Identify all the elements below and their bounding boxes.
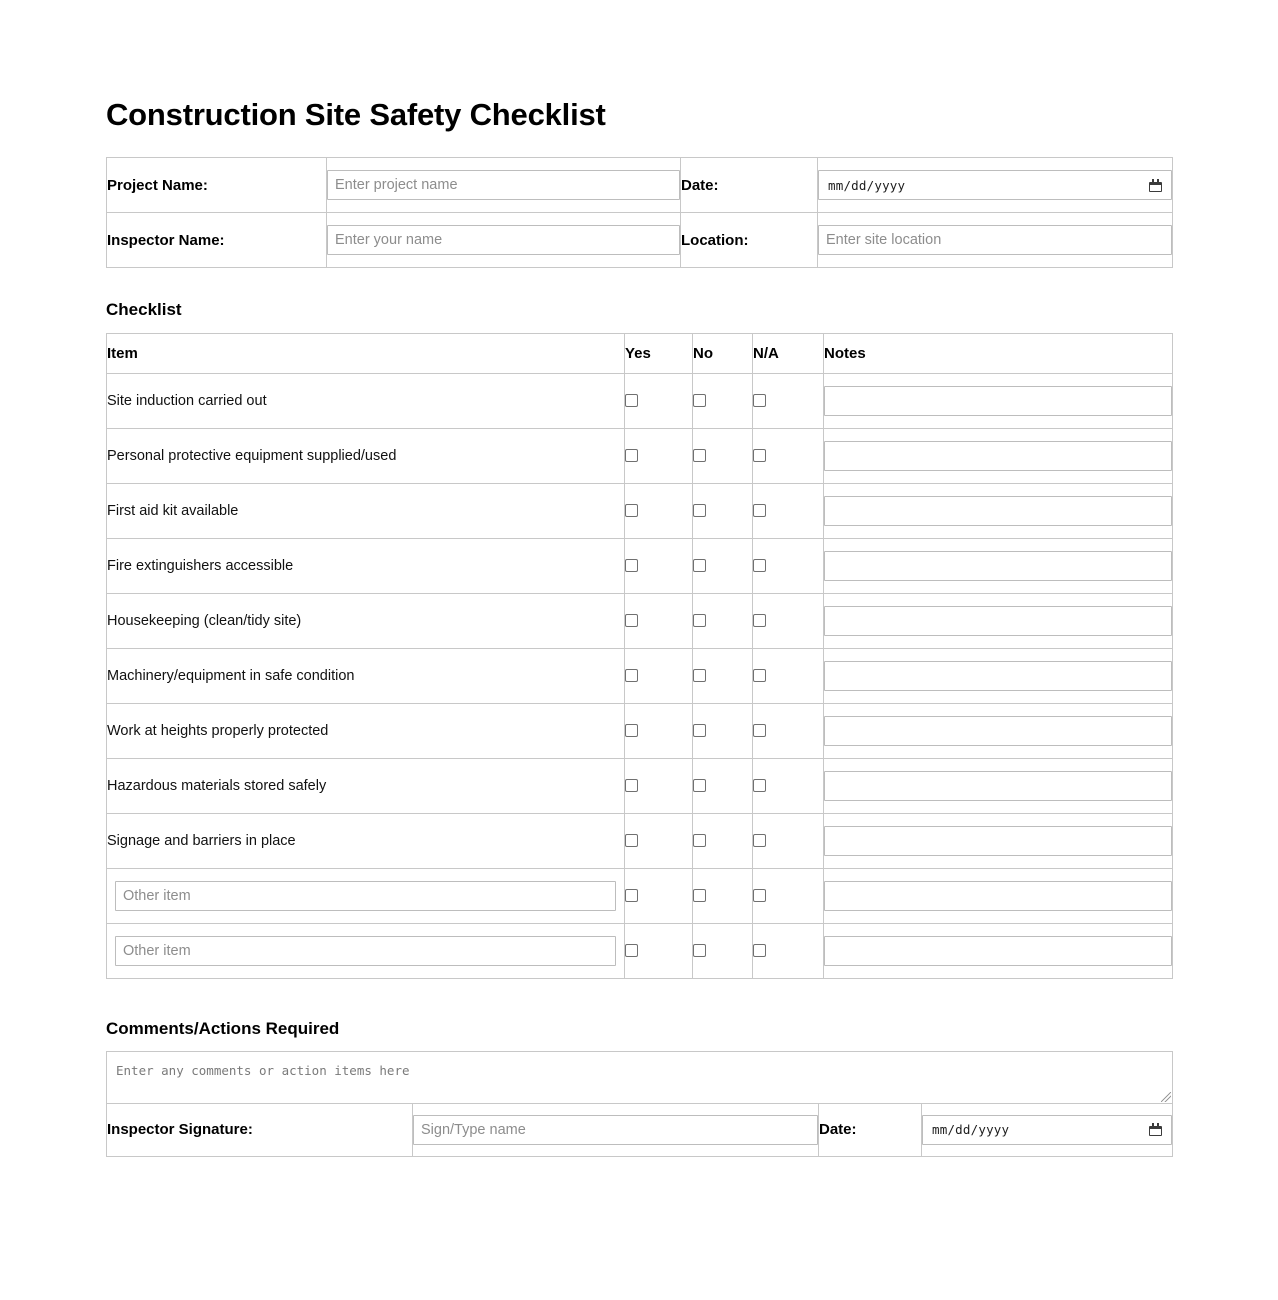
inspector-name-label: Inspector Name: [107, 213, 327, 268]
notes-input[interactable] [824, 496, 1172, 526]
checkbox-na[interactable] [753, 394, 766, 407]
checkbox-no[interactable] [693, 504, 706, 517]
checkbox-yes-cell [625, 648, 693, 703]
checkbox-na-cell [753, 373, 824, 428]
comments-cell [107, 1051, 1173, 1103]
checkbox-no[interactable] [693, 669, 706, 682]
notes-cell [824, 373, 1173, 428]
date-input[interactable] [818, 170, 1172, 200]
checkbox-na-cell [753, 428, 824, 483]
project-name-label: Project Name: [107, 158, 327, 213]
comments-table [106, 1051, 1173, 1157]
checkbox-na[interactable] [753, 449, 766, 462]
signature-date-input[interactable] [922, 1115, 1172, 1145]
checklist-item-label: Personal protective equipment supplied/used [107, 428, 625, 483]
inspector-name-input[interactable] [327, 225, 680, 255]
checkbox-yes[interactable] [625, 834, 638, 847]
signature-input[interactable] [413, 1115, 818, 1145]
checkbox-no[interactable] [693, 559, 706, 572]
checkbox-na-cell [753, 703, 824, 758]
checkbox-yes-cell [625, 593, 693, 648]
checklist-item-label: Site induction carried out [107, 373, 625, 428]
column-header-yes: Yes [625, 333, 693, 373]
column-header-item: Item [107, 333, 625, 373]
checkbox-no[interactable] [693, 724, 706, 737]
checkbox-yes[interactable] [625, 944, 638, 957]
table-row [107, 868, 1173, 923]
notes-input[interactable] [824, 441, 1172, 471]
checklist-item-label: First aid kit available [107, 483, 625, 538]
notes-cell [824, 813, 1173, 868]
checkbox-na[interactable] [753, 669, 766, 682]
checkbox-na-cell [753, 483, 824, 538]
checkbox-yes-cell [625, 373, 693, 428]
checkbox-no-cell [693, 373, 753, 428]
checkbox-no[interactable] [693, 779, 706, 792]
checkbox-no[interactable] [693, 889, 706, 902]
signature-cell [413, 1103, 819, 1156]
checklist-heading: Checklist [106, 300, 182, 320]
table-row [107, 703, 1173, 758]
notes-input[interactable] [824, 881, 1172, 911]
column-header-notes: Notes [824, 333, 1173, 373]
checkbox-no-cell [693, 758, 753, 813]
notes-cell [824, 648, 1173, 703]
checkbox-na-cell [753, 923, 824, 978]
checkbox-yes-cell [625, 868, 693, 923]
checkbox-yes[interactable] [625, 504, 638, 517]
location-input[interactable] [818, 225, 1172, 255]
checkbox-no-cell [693, 703, 753, 758]
signature-date-label: Date: [819, 1103, 922, 1156]
table-row [107, 648, 1173, 703]
project-name-input[interactable] [327, 170, 680, 200]
date-input-placeholder: mm/dd/yyyy [828, 177, 906, 193]
checklist-item-label: Housekeeping (clean/tidy site) [107, 593, 625, 648]
notes-cell [824, 593, 1173, 648]
notes-input[interactable] [824, 771, 1172, 801]
inspector-name-cell [327, 213, 681, 268]
checkbox-na[interactable] [753, 889, 766, 902]
checklist-item-label: Work at heights properly protected [107, 703, 625, 758]
checkbox-na-cell [753, 813, 824, 868]
table-row [107, 593, 1173, 648]
checkbox-yes[interactable] [625, 449, 638, 462]
table-row [107, 538, 1173, 593]
checkbox-na[interactable] [753, 944, 766, 957]
checkbox-yes[interactable] [625, 614, 638, 627]
checkbox-na-cell [753, 538, 824, 593]
checkbox-no[interactable] [693, 394, 706, 407]
signature-date-cell [922, 1103, 1173, 1156]
checkbox-na-cell [753, 648, 824, 703]
checklist-item-cell-editable [107, 868, 625, 923]
checkbox-yes[interactable] [625, 779, 638, 792]
column-header-no: No [693, 333, 753, 373]
checkbox-no[interactable] [693, 944, 706, 957]
checkbox-no-cell [693, 648, 753, 703]
date-cell [818, 158, 1173, 213]
location-label: Location: [681, 213, 818, 268]
notes-cell [824, 868, 1173, 923]
checkbox-no[interactable] [693, 449, 706, 462]
notes-cell [824, 703, 1173, 758]
checkbox-na-cell [753, 758, 824, 813]
checklist-item-label: Hazardous materials stored safely [107, 758, 625, 813]
signature-date-placeholder: mm/dd/yyyy [932, 1122, 1010, 1138]
notes-input[interactable] [824, 936, 1172, 966]
comments-textarea[interactable] [107, 1052, 1172, 1102]
checkbox-no[interactable] [693, 614, 706, 627]
signature-row [107, 1103, 1173, 1156]
checkbox-na-cell [753, 868, 824, 923]
table-row [107, 373, 1173, 428]
table-row [107, 483, 1173, 538]
checkbox-no-cell [693, 428, 753, 483]
comments-textarea-row [107, 1051, 1173, 1103]
checklist-item-label: Machinery/equipment in safe condition [107, 648, 625, 703]
notes-input[interactable] [824, 661, 1172, 691]
checklist-table [106, 333, 1173, 979]
comments-heading: Comments/Actions Required [106, 1018, 340, 1038]
other-item-input[interactable] [115, 881, 616, 911]
notes-cell [824, 923, 1173, 978]
checkbox-na[interactable] [753, 559, 766, 572]
table-row [107, 428, 1173, 483]
checkbox-no-cell [693, 813, 753, 868]
calendar-icon[interactable] [1149, 179, 1162, 192]
notes-input[interactable] [824, 716, 1172, 746]
table-row [107, 213, 1173, 268]
checkbox-no-cell [693, 868, 753, 923]
checkbox-yes[interactable] [625, 724, 638, 737]
notes-input[interactable] [824, 606, 1172, 636]
checkbox-yes[interactable] [625, 394, 638, 407]
checkbox-na[interactable] [753, 614, 766, 627]
project-info-table [106, 157, 1173, 268]
column-header-na: N/A [753, 333, 824, 373]
checkbox-yes-cell [625, 758, 693, 813]
table-row [107, 813, 1173, 868]
other-item-input[interactable] [115, 936, 616, 966]
checkbox-yes[interactable] [625, 889, 638, 902]
checklist-item-label: Fire extinguishers accessible [107, 538, 625, 593]
checkbox-no[interactable] [693, 834, 706, 847]
table-row [107, 923, 1173, 978]
checkbox-yes-cell [625, 483, 693, 538]
checkbox-yes-cell [625, 813, 693, 868]
checkbox-na[interactable] [753, 504, 766, 517]
notes-input[interactable] [824, 551, 1172, 581]
checkbox-na[interactable] [753, 724, 766, 737]
checkbox-yes-cell [625, 703, 693, 758]
checkbox-no-cell [693, 538, 753, 593]
checkbox-na-cell [753, 593, 824, 648]
page-title: Construction Site Safety Checklist [106, 97, 606, 132]
notes-input[interactable] [824, 386, 1172, 416]
checkbox-no-cell [693, 483, 753, 538]
checkbox-yes-cell [625, 538, 693, 593]
notes-cell [824, 538, 1173, 593]
checkbox-yes[interactable] [625, 669, 638, 682]
checkbox-na[interactable] [753, 834, 766, 847]
checkbox-no-cell [693, 923, 753, 978]
checkbox-yes-cell [625, 923, 693, 978]
notes-cell [824, 483, 1173, 538]
notes-cell [824, 428, 1173, 483]
table-row [107, 158, 1173, 213]
notes-cell [824, 758, 1173, 813]
signature-label: Inspector Signature: [107, 1103, 413, 1156]
checkbox-yes-cell [625, 428, 693, 483]
notes-input[interactable] [824, 826, 1172, 856]
checklist-header-row [107, 333, 1173, 373]
location-cell [818, 213, 1173, 268]
comments-section [106, 1019, 1172, 1157]
project-name-cell [327, 158, 681, 213]
checkbox-no-cell [693, 593, 753, 648]
calendar-icon[interactable] [1149, 1123, 1162, 1136]
checklist-item-label: Signage and barriers in place [107, 813, 625, 868]
checklist-item-cell-editable [107, 923, 625, 978]
checkbox-na[interactable] [753, 779, 766, 792]
date-label: Date: [681, 158, 818, 213]
checkbox-yes[interactable] [625, 559, 638, 572]
table-row [107, 758, 1173, 813]
